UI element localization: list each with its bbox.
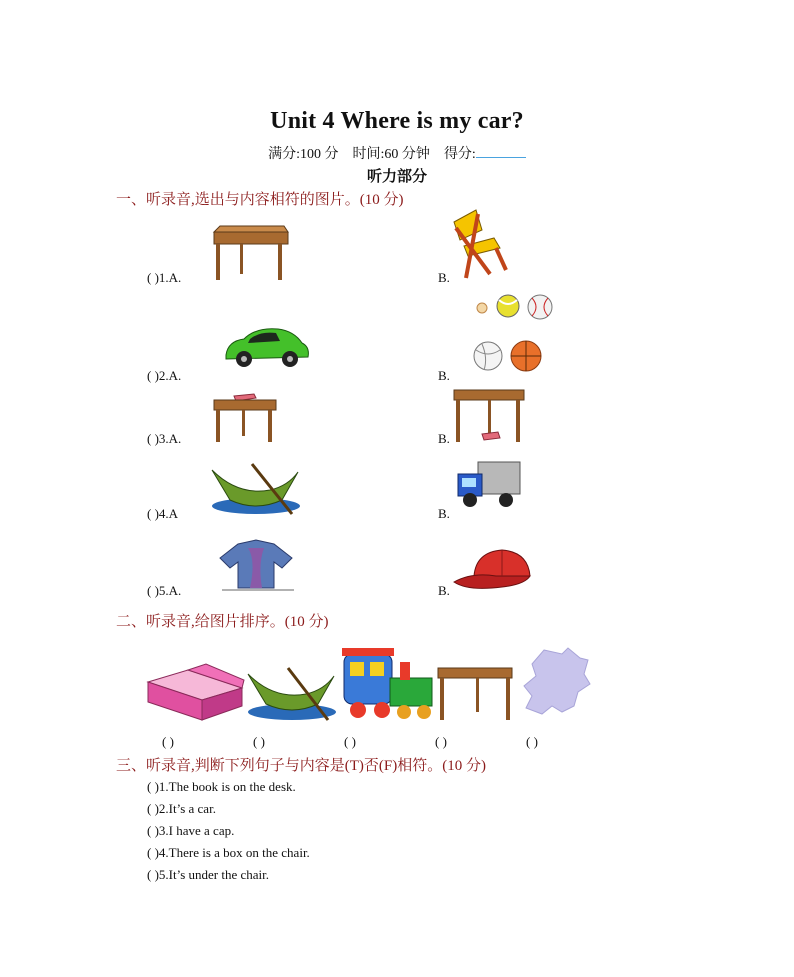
time-limit: 时间:60 分钟 <box>352 147 430 162</box>
toy-train-icon <box>342 644 436 722</box>
q1-a-label: ( )1.A. <box>147 270 182 285</box>
boat-icon <box>208 460 304 518</box>
tf-sentence-4: ( )4.There is a box on the chair. <box>147 845 310 860</box>
desk-book-on-icon <box>212 388 280 444</box>
desk-icon <box>212 224 292 282</box>
boat-icon-2 <box>244 664 340 724</box>
balls-icon <box>472 292 558 374</box>
tf-sentence-5: ( )5.It’s under the chair. <box>147 867 270 882</box>
map-shape-icon <box>522 646 592 718</box>
tf-sentence-2: ( )2.It’s a car. <box>147 801 216 816</box>
q4-b-label: B. <box>438 506 450 521</box>
desk-icon-2 <box>436 666 514 722</box>
score-total: 满分:100 分 <box>268 147 339 162</box>
q1-b-label: B. <box>438 270 450 285</box>
q5-a-label: ( )5.A. <box>147 583 182 598</box>
order-blank-1[interactable]: ( ) <box>162 734 174 749</box>
q5-b-label: B. <box>438 583 450 598</box>
part-title: 听力部分 <box>366 169 427 185</box>
score-blank[interactable] <box>476 145 526 158</box>
order-blank-2[interactable]: ( ) <box>253 734 265 749</box>
desk-book-under-icon <box>452 388 526 444</box>
q3-b-label: B. <box>438 431 450 446</box>
score-label: 得分: <box>443 147 476 162</box>
chair-icon <box>450 208 510 282</box>
page-title: Unit 4 Where is my car? <box>270 108 524 134</box>
score-time-line <box>0 143 794 163</box>
box-icon <box>146 664 246 724</box>
section1-heading: 一、听录音,选出与内容相符的图片。(10 分) <box>116 192 404 208</box>
order-blank-3[interactable]: ( ) <box>344 734 356 749</box>
jacket-icon <box>218 538 296 592</box>
order-blank-5[interactable]: ( ) <box>526 734 538 749</box>
truck-icon <box>456 458 524 512</box>
order-blank-4[interactable]: ( ) <box>435 734 447 749</box>
cap-icon <box>452 546 534 594</box>
q3-a-label: ( )3.A. <box>147 431 182 446</box>
tf-sentence-1: ( )1.The book is on the desk. <box>147 779 296 794</box>
car-icon <box>222 325 312 371</box>
q2-b-label: B. <box>438 368 450 383</box>
q2-a-label: ( )2.A. <box>147 368 182 383</box>
q4-a-label: ( )4.A <box>147 506 179 521</box>
section3-heading: 三、听录音,判断下列句子与内容是(T)否(F)相符。(10 分) <box>116 758 486 774</box>
tf-sentence-3: ( )3.I have a cap. <box>147 823 235 838</box>
section2-heading: 二、听录音,给图片排序。(10 分) <box>116 614 329 630</box>
